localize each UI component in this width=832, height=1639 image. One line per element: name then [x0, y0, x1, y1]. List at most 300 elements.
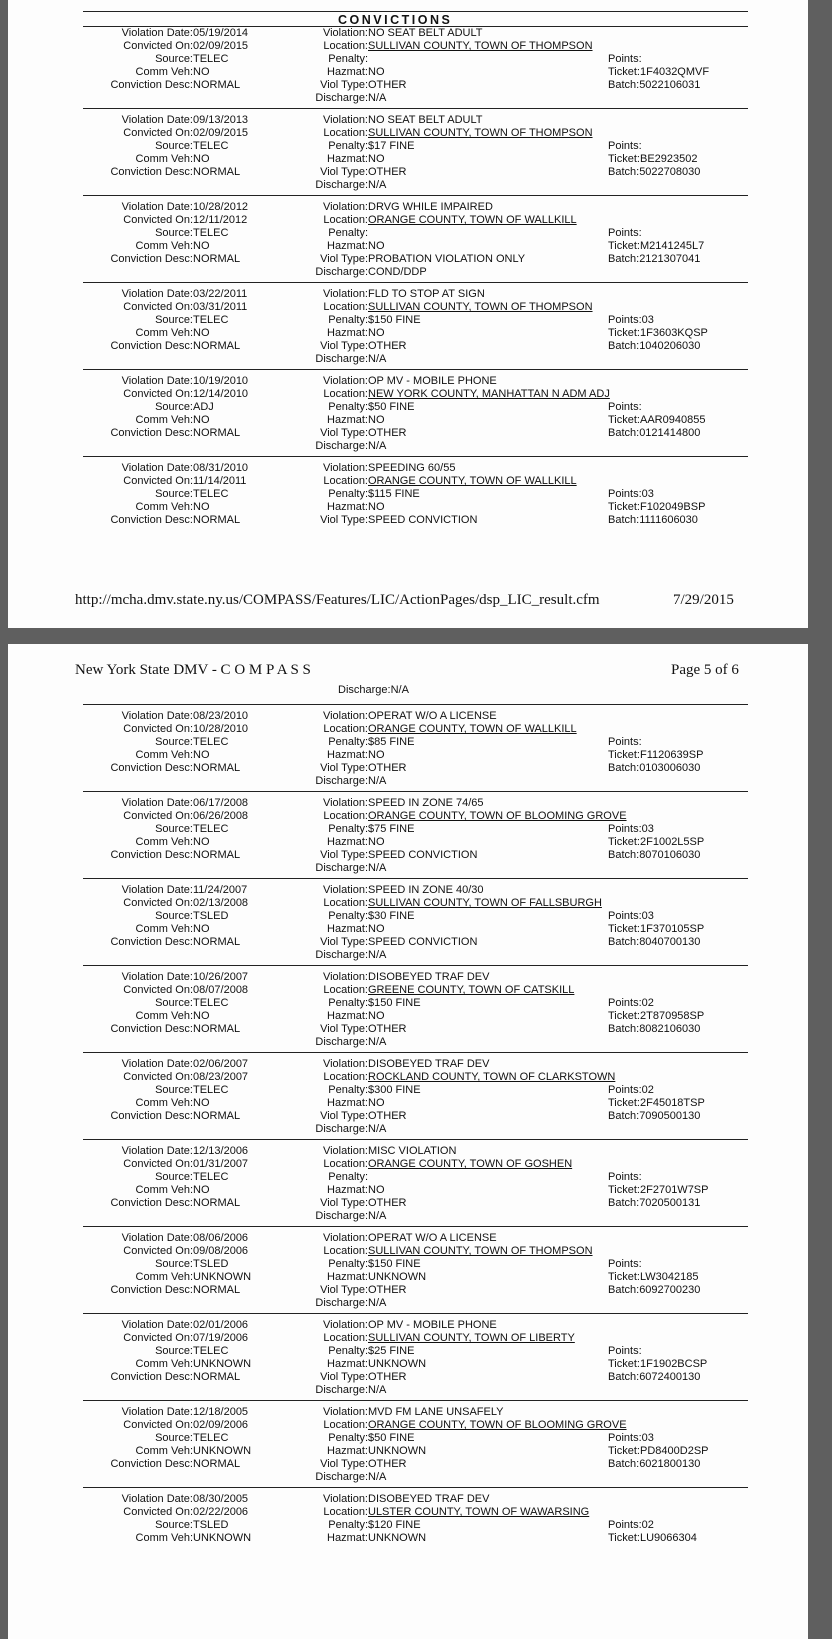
discharge-label: Discharge:	[315, 353, 368, 365]
violation-label: Violation:	[322, 1232, 368, 1244]
batch-value: 0121414800	[639, 427, 701, 439]
record-divider	[83, 195, 748, 196]
convicted-on-label: Convicted On:	[123, 127, 193, 139]
field-batch	[8, 514, 808, 527]
batch-label: Batch:	[608, 166, 640, 178]
document-page-1	[8, 0, 808, 628]
violation-value: OP MV - MOBILE PHONE	[368, 375, 497, 387]
discharge-label: Discharge:	[315, 92, 368, 104]
viol-type-value: OTHER	[368, 1197, 407, 1209]
batch-value: 0103006030	[639, 762, 701, 774]
hazmat-label: Hazmat:	[327, 240, 368, 252]
conviction-desc-value: NORMAL	[193, 340, 241, 352]
conviction-record	[8, 1406, 808, 1486]
batch-label: Batch:	[608, 762, 640, 774]
field-batch	[8, 79, 808, 92]
viol-type-label: Viol Type:	[320, 253, 368, 265]
conviction-record	[8, 1145, 808, 1225]
points-pair	[608, 736, 642, 749]
points-label: Points:	[608, 1084, 642, 1096]
record-divider	[83, 369, 748, 370]
violation-value: OP MV - MOBILE PHONE	[368, 1319, 497, 1331]
location-label: Location:	[323, 127, 368, 139]
viol-type-value: OTHER	[368, 1023, 407, 1035]
viol-type-value: SPEED CONVICTION	[368, 849, 478, 861]
violation-date-value: 10/19/2010	[193, 375, 249, 387]
field-ticket	[8, 414, 808, 427]
convicted-on-value: 10/28/2010	[193, 723, 249, 735]
convicted-on-value: 08/23/2007	[193, 1071, 249, 1083]
location-value: ORANGE COUNTY, TOWN OF BLOOMING GROVE	[368, 1419, 627, 1431]
viol-type-value: OTHER	[368, 1110, 407, 1122]
violation-date-value: 12/13/2006	[193, 1145, 249, 1157]
discharge-label: Discharge:	[315, 1471, 368, 1483]
points-label: Points:	[608, 140, 642, 152]
field-batch	[8, 340, 808, 353]
violation-date-label: Violation Date:	[121, 288, 193, 300]
penalty-value: $75 FINE	[368, 823, 415, 835]
batch-value: 7020500131	[639, 1197, 701, 1209]
discharge-value: N/A	[368, 440, 387, 452]
field-violation	[8, 710, 808, 723]
conviction-desc-label: Conviction Desc:	[110, 1110, 193, 1122]
conviction-desc-label: Conviction Desc:	[110, 79, 193, 91]
hazmat-label: Hazmat:	[327, 1184, 368, 1196]
violation-value: DISOBEYED TRAF DEV	[368, 1058, 490, 1070]
discharge-value: N/A	[368, 353, 387, 365]
violation-value: OPERAT W/O A LICENSE	[368, 710, 497, 722]
ticket-label: Ticket:	[608, 66, 640, 78]
comm-veh-value: NO	[193, 501, 210, 513]
record-divider	[83, 965, 748, 966]
ticket-pair	[608, 66, 709, 79]
record-divider	[83, 456, 748, 457]
field-violation	[8, 1406, 808, 1419]
penalty-label: Penalty:	[328, 314, 368, 326]
field-ticket	[8, 1358, 808, 1371]
field-violation	[8, 1058, 808, 1071]
location-label: Location:	[323, 40, 368, 52]
batch-pair	[608, 166, 700, 179]
convicted-on-value: 02/22/2006	[193, 1506, 249, 1518]
comm-veh-label: Comm Veh:	[135, 501, 193, 513]
batch-value: 1111606030	[639, 514, 698, 526]
field-location	[8, 301, 808, 314]
violation-date-value: 12/18/2005	[193, 1406, 249, 1418]
conviction-record	[8, 710, 808, 790]
violation-value: MVD FM LANE UNSAFELY	[368, 1406, 504, 1418]
viol-type-value: OTHER	[368, 166, 407, 178]
location-value: NEW YORK COUNTY, MANHATTAN N ADM ADJ	[368, 388, 610, 400]
ticket-value: PD8400D2SP	[640, 1445, 709, 1457]
discharge-label: Discharge:	[315, 775, 368, 787]
location-value: SULLIVAN COUNTY, TOWN OF THOMPSON	[368, 1245, 593, 1257]
field-violation	[8, 1232, 808, 1245]
field-location	[8, 723, 808, 736]
location-label: Location:	[323, 301, 368, 313]
convicted-on-label: Convicted On:	[123, 1332, 193, 1344]
source-value: TELEC	[193, 488, 229, 500]
viol-type-label: Viol Type:	[320, 514, 368, 526]
violation-date-value: 02/01/2006	[193, 1319, 249, 1331]
field-ticket	[8, 1010, 808, 1023]
discharge-label: Discharge:	[315, 1123, 368, 1135]
field-violation	[8, 1145, 808, 1158]
points-label: Points:	[608, 736, 642, 748]
violation-label: Violation:	[322, 710, 368, 722]
record-divider	[83, 1313, 748, 1314]
field-points	[8, 488, 808, 501]
violation-date-label: Violation Date:	[121, 1406, 193, 1418]
field-discharge	[8, 1471, 808, 1484]
violation-value: DISOBEYED TRAF DEV	[368, 971, 490, 983]
batch-label: Batch:	[608, 1371, 640, 1383]
field-location	[8, 897, 808, 910]
ticket-value: 2T870958SP	[640, 1010, 705, 1022]
convicted-on-value: 11/14/2011	[193, 475, 247, 487]
points-value: 03	[641, 1432, 654, 1444]
record-divider	[83, 282, 748, 283]
field-batch	[8, 1458, 808, 1471]
viol-type-label: Viol Type:	[320, 79, 368, 91]
conviction-desc-value: NORMAL	[193, 849, 241, 861]
ticket-value: 1F3603KQSP	[640, 327, 708, 339]
ticket-label: Ticket:	[608, 1097, 640, 1109]
source-label: Source:	[155, 1258, 193, 1270]
source-label: Source:	[155, 1171, 193, 1183]
field-points	[8, 997, 808, 1010]
document-page-2	[8, 644, 808, 1639]
points-pair	[608, 910, 654, 923]
viol-type-label: Viol Type:	[320, 1110, 368, 1122]
points-label: Points:	[608, 1345, 642, 1357]
location-label: Location:	[323, 1332, 368, 1344]
viol-type-value: OTHER	[368, 1284, 407, 1296]
violation-date-label: Violation Date:	[121, 797, 193, 809]
batch-label: Batch:	[608, 1284, 640, 1296]
ticket-pair	[608, 749, 703, 762]
violation-date-value: 09/13/2013	[193, 114, 249, 126]
penalty-value: $25 FINE	[368, 1345, 415, 1357]
violation-value: FLD TO STOP AT SIGN	[368, 288, 485, 300]
ticket-label: Ticket:	[608, 1532, 640, 1544]
conviction-desc-value: NORMAL	[193, 514, 241, 526]
batch-value: 2121307041	[639, 253, 701, 265]
discharge-label: Discharge:	[315, 179, 368, 191]
penalty-label: Penalty:	[328, 227, 368, 239]
penalty-label: Penalty:	[328, 1519, 368, 1531]
hazmat-value: NO	[368, 923, 385, 935]
comm-veh-label: Comm Veh:	[135, 1010, 193, 1022]
discharge-value: N/A	[368, 92, 387, 104]
source-label: Source:	[155, 53, 193, 65]
record-divider	[83, 1487, 748, 1488]
location-value: SULLIVAN COUNTY, TOWN OF LIBERTY	[368, 1332, 575, 1344]
violation-date-label: Violation Date:	[121, 462, 193, 474]
violation-label: Violation:	[322, 797, 368, 809]
points-label: Points:	[608, 910, 642, 922]
penalty-label: Penalty:	[328, 736, 368, 748]
batch-value: 8070106030	[639, 849, 701, 861]
comm-veh-value: NO	[193, 327, 210, 339]
discharge-label: Discharge:	[315, 1036, 368, 1048]
field-points	[8, 1084, 808, 1097]
source-value: TELEC	[193, 1345, 229, 1357]
field-batch	[8, 253, 808, 266]
hazmat-label: Hazmat:	[327, 749, 368, 761]
conviction-desc-label: Conviction Desc:	[110, 1371, 193, 1383]
batch-pair	[608, 1371, 700, 1384]
location-label: Location:	[323, 1245, 368, 1257]
comm-veh-value: NO	[193, 836, 210, 848]
record-divider	[83, 704, 748, 705]
ticket-label: Ticket:	[608, 327, 640, 339]
viol-type-label: Viol Type:	[320, 1458, 368, 1470]
hazmat-value: NO	[368, 153, 385, 165]
violation-date-label: Violation Date:	[121, 971, 193, 983]
comm-veh-value: NO	[193, 749, 210, 761]
penalty-value: $115 FINE	[368, 488, 420, 500]
comm-veh-label: Comm Veh:	[135, 749, 193, 761]
location-value: SULLIVAN COUNTY, TOWN OF FALLSBURGH	[368, 897, 602, 909]
location-value: GREENE COUNTY, TOWN OF CATSKILL	[368, 984, 575, 996]
field-discharge	[8, 353, 808, 366]
convicted-on-value: 02/09/2015	[193, 127, 249, 139]
ticket-label: Ticket:	[608, 501, 640, 513]
ticket-label: Ticket:	[608, 1271, 640, 1283]
hazmat-value: UNKNOWN	[368, 1271, 427, 1283]
batch-pair	[608, 936, 700, 949]
conviction-desc-label: Conviction Desc:	[110, 762, 193, 774]
location-value: ORANGE COUNTY, TOWN OF WALLKILL	[368, 723, 577, 735]
discharge-label: Discharge:	[315, 1384, 368, 1396]
field-violation	[8, 27, 808, 40]
hazmat-value: NO	[368, 1184, 385, 1196]
comm-veh-label: Comm Veh:	[135, 240, 193, 252]
batch-label: Batch:	[608, 936, 640, 948]
ticket-value: F102049BSP	[640, 501, 706, 513]
field-violation	[8, 462, 808, 475]
violation-date-value: 11/24/2007	[193, 884, 248, 896]
location-value: ORANGE COUNTY, TOWN OF GOSHEN	[368, 1158, 573, 1170]
location-value: SULLIVAN COUNTY, TOWN OF THOMPSON	[368, 301, 593, 313]
conviction-desc-label: Conviction Desc:	[110, 427, 193, 439]
location-label: Location:	[323, 810, 368, 822]
violation-label: Violation:	[322, 27, 368, 39]
comm-veh-value: NO	[193, 153, 210, 165]
ticket-pair	[608, 327, 708, 340]
discharge-value: N/A	[368, 862, 387, 874]
violation-value: NO SEAT BELT ADULT	[368, 27, 483, 39]
field-location	[8, 388, 808, 401]
hazmat-value: NO	[368, 1010, 385, 1022]
batch-value: 6092700230	[639, 1284, 701, 1296]
field-batch	[8, 936, 808, 949]
batch-pair	[608, 253, 700, 266]
penalty-label: Penalty:	[328, 823, 368, 835]
violation-date-label: Violation Date:	[121, 1058, 193, 1070]
conviction-desc-value: NORMAL	[193, 1197, 241, 1209]
violation-label: Violation:	[322, 375, 368, 387]
field-discharge	[8, 179, 808, 192]
penalty-label: Penalty:	[328, 1171, 368, 1183]
location-value: ULSTER COUNTY, TOWN OF WAWARSING	[368, 1506, 590, 1518]
discharge-value: N/A	[368, 1036, 387, 1048]
penalty-label: Penalty:	[328, 488, 368, 500]
points-label: Points:	[608, 227, 642, 239]
comm-veh-value: NO	[193, 1184, 210, 1196]
location-label: Location:	[323, 1506, 368, 1518]
penalty-value: $30 FINE	[368, 910, 415, 922]
hazmat-label: Hazmat:	[327, 923, 368, 935]
penalty-value: $120 FINE	[368, 1519, 421, 1531]
hazmat-value: UNKNOWN	[368, 1445, 427, 1457]
location-value: ORANGE COUNTY, TOWN OF WALLKILL	[368, 475, 577, 487]
points-label: Points:	[608, 1432, 642, 1444]
source-label: Source:	[155, 401, 193, 413]
record-divider	[83, 108, 748, 109]
discharge-value: COND/DDP	[368, 266, 427, 278]
field-batch	[8, 427, 808, 440]
points-label: Points:	[608, 314, 642, 326]
points-pair	[608, 401, 642, 414]
convicted-on-value: 02/13/2008	[193, 897, 249, 909]
comm-veh-value: NO	[193, 414, 210, 426]
source-label: Source:	[155, 227, 193, 239]
field-points	[8, 1345, 808, 1358]
conviction-desc-label: Conviction Desc:	[110, 849, 193, 861]
field-violation	[8, 1319, 808, 1332]
convicted-on-label: Convicted On:	[123, 301, 193, 313]
conviction-record	[8, 462, 808, 542]
location-label: Location:	[323, 984, 368, 996]
penalty-label: Penalty:	[328, 53, 368, 65]
violation-value: OPERAT W/O A LICENSE	[368, 1232, 497, 1244]
violation-date-label: Violation Date:	[121, 884, 193, 896]
record-divider	[83, 791, 748, 792]
hazmat-value: NO	[368, 414, 385, 426]
discharge-value: N/A	[368, 1384, 387, 1396]
comm-veh-value: NO	[193, 923, 210, 935]
field-points	[8, 1432, 808, 1445]
hazmat-value: NO	[368, 749, 385, 761]
viol-type-label: Viol Type:	[320, 427, 368, 439]
penalty-value: $300 FINE	[368, 1084, 421, 1096]
comm-veh-label: Comm Veh:	[135, 1358, 193, 1370]
conviction-desc-value: NORMAL	[193, 1371, 241, 1383]
ticket-label: Ticket:	[608, 1010, 640, 1022]
footer-date: 7/29/2015	[673, 592, 734, 608]
convicted-on-label: Convicted On:	[123, 40, 193, 52]
location-label: Location:	[323, 214, 368, 226]
batch-pair	[608, 340, 700, 353]
violation-date-label: Violation Date:	[121, 1145, 193, 1157]
points-pair	[608, 488, 654, 501]
penalty-label: Penalty:	[328, 997, 368, 1009]
hazmat-value: NO	[368, 327, 385, 339]
conviction-record	[8, 1232, 808, 1312]
record-divider	[83, 1139, 748, 1140]
conviction-record	[8, 288, 808, 368]
field-ticket	[8, 1097, 808, 1110]
batch-label: Batch:	[608, 340, 640, 352]
comm-veh-label: Comm Veh:	[135, 66, 193, 78]
points-pair	[608, 314, 654, 327]
conviction-record	[8, 114, 808, 194]
points-label: Points:	[608, 1171, 642, 1183]
conviction-desc-value: NORMAL	[193, 427, 241, 439]
hazmat-value: NO	[368, 1097, 385, 1109]
location-value: SULLIVAN COUNTY, TOWN OF THOMPSON	[368, 40, 593, 52]
viol-type-label: Viol Type:	[320, 1023, 368, 1035]
location-value: SULLIVAN COUNTY, TOWN OF THOMPSON	[368, 127, 593, 139]
field-batch	[8, 1284, 808, 1297]
field-discharge	[8, 92, 808, 105]
points-value: 02	[641, 1084, 654, 1096]
violation-date-label: Violation Date:	[121, 27, 193, 39]
field-discharge	[8, 1297, 808, 1310]
discharge-label: Discharge:	[315, 440, 368, 452]
conviction-desc-label: Conviction Desc:	[110, 166, 193, 178]
points-value: 03	[641, 314, 654, 326]
penalty-label: Penalty:	[328, 140, 368, 152]
viol-type-value: SPEED CONVICTION	[368, 514, 478, 526]
penalty-value: $150 FINE	[368, 997, 421, 1009]
ticket-pair	[608, 1097, 705, 1110]
hazmat-label: Hazmat:	[327, 1271, 368, 1283]
conviction-record	[8, 1493, 808, 1573]
violation-value: NO SEAT BELT ADULT	[368, 114, 483, 126]
points-label: Points:	[608, 401, 642, 413]
violation-date-value: 10/26/2007	[193, 971, 249, 983]
conviction-desc-label: Conviction Desc:	[110, 1197, 193, 1209]
points-pair	[608, 823, 654, 836]
hazmat-label: Hazmat:	[327, 414, 368, 426]
field-points	[8, 1171, 808, 1184]
batch-value: 5022708030	[639, 166, 701, 178]
penalty-label: Penalty:	[328, 1345, 368, 1357]
field-discharge	[8, 1036, 808, 1049]
ticket-pair	[608, 1010, 704, 1023]
comm-veh-label: Comm Veh:	[135, 1097, 193, 1109]
field-points	[8, 140, 808, 153]
source-value: TELEC	[193, 53, 229, 65]
ticket-label: Ticket:	[608, 749, 640, 761]
ticket-value: AAR0940855	[640, 414, 706, 426]
violation-date-value: 03/22/2011	[193, 288, 248, 300]
ticket-label: Ticket:	[608, 414, 640, 426]
violation-label: Violation:	[322, 1319, 368, 1331]
discharge-label: Discharge:	[315, 266, 368, 278]
batch-pair	[608, 1197, 700, 1210]
record-divider	[83, 1400, 748, 1401]
batch-label: Batch:	[608, 514, 640, 526]
field-batch	[8, 762, 808, 775]
violation-date-value: 08/31/2010	[193, 462, 249, 474]
comm-veh-label: Comm Veh:	[135, 1184, 193, 1196]
conviction-desc-label: Conviction Desc:	[110, 253, 193, 265]
ticket-pair	[608, 240, 704, 253]
field-points	[8, 314, 808, 327]
violation-label: Violation:	[322, 1145, 368, 1157]
violation-label: Violation:	[322, 288, 368, 300]
conviction-desc-label: Conviction Desc:	[110, 1458, 193, 1470]
conviction-desc-label: Conviction Desc:	[110, 340, 193, 352]
convicted-on-label: Convicted On:	[123, 1506, 193, 1518]
penalty-label: Penalty:	[328, 401, 368, 413]
carry-over-discharge	[338, 684, 409, 696]
source-label: Source:	[155, 823, 193, 835]
